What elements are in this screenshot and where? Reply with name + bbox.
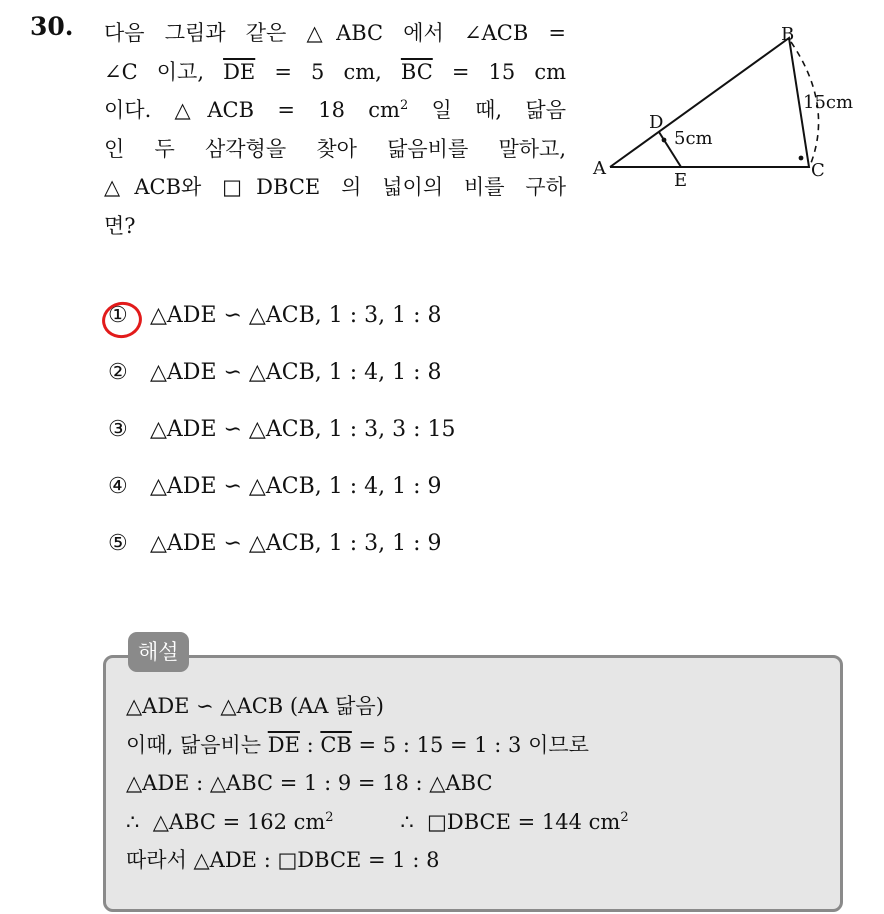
choice-3-text: △ADE ∽ △ACB, 1 : 3, 3 : 15 [150, 417, 456, 442]
choice-3-number: ③ [108, 417, 128, 442]
choice-2[interactable] [108, 344, 456, 401]
choice-4[interactable] [108, 458, 456, 515]
choice-2-number: ② [108, 360, 128, 385]
label-a: A [593, 158, 606, 179]
question-stem [104, 14, 566, 245]
solution-line-3: △ADE : △ABC = 1 : 9 = 18 : △ABC [126, 771, 493, 795]
stem-line-2: ∠C 이고, $\overline{DE} = 5$ cm, $\overline{BC} = 15$ cm [104, 59, 566, 84]
label-e: E [674, 170, 688, 191]
choice-5-number: ⑤ [108, 531, 128, 556]
choice-3[interactable] [108, 401, 456, 458]
label-d: D [649, 112, 664, 133]
label-b: B [781, 24, 795, 45]
triangle-figure [585, 18, 865, 198]
solution-line-5: 따라서 △ADE : □DBCE = 1 : 8 [126, 848, 440, 872]
choice-4-text: △ADE ∽ △ACB, 1 : 4, 1 : 9 [150, 474, 442, 499]
solution-line-1: △ADE ∽ △ACB (AA 닮음) [126, 694, 384, 718]
segment-bc: $\overline{BC}$ [400, 59, 433, 84]
right-angle-dot-c [799, 156, 804, 161]
solution-text [126, 687, 629, 880]
label-bc-length: 15cm [803, 92, 854, 113]
choice-1-number: ① [108, 303, 136, 328]
solution-line-2: 이때, 닮음비는 $\overline{DE}$ : $\overline{CB} = 5$ : 15 = 1 : 3 이므로 [126, 732, 589, 757]
stem-line-5: △ACB와 □DBCE 의 넓이의 비를 구하 [104, 175, 566, 199]
selected-answer-circle [99, 298, 146, 342]
right-angle-dot-d [662, 138, 667, 143]
solution-line-4: ∴ △ABC = 162 $cm^2$ ∴ □DBCE = 144 $cm^2$ [126, 809, 629, 834]
stem-line-1: 다음 그림과 같은 △ABC 에서 ∠ACB = [104, 21, 566, 45]
label-c: C [811, 160, 825, 181]
answer-choices [108, 287, 456, 572]
stem-line-3: 이다. △ACB = 18 $cm^2$ 일 때, 닮음 [104, 98, 566, 122]
choice-1-text: △ADE ∽ △ACB, 1 : 3, 1 : 8 [150, 303, 442, 328]
choice-1[interactable] [108, 287, 456, 344]
choice-5[interactable] [108, 515, 456, 572]
label-de-length: 5cm [674, 128, 713, 149]
choice-2-text: △ADE ∽ △ACB, 1 : 4, 1 : 8 [150, 360, 442, 385]
stem-line-4: 인 두 삼각형을 찾아 닮음비를 말하고, [104, 136, 566, 161]
question-number: 30. [30, 12, 74, 41]
choice-4-number: ④ [108, 474, 128, 499]
segment-de: $\overline{DE}$ [223, 59, 256, 84]
solution-tag: 해설 [128, 632, 189, 672]
choice-5-text: △ADE ∽ △ACB, 1 : 3, 1 : 9 [150, 531, 442, 556]
segment-de-ref: $\overline{DE}$ [267, 732, 300, 757]
stem-line-6: 면? [104, 213, 136, 238]
segment-cb-ref: $\overline{CB}$ [320, 732, 352, 757]
